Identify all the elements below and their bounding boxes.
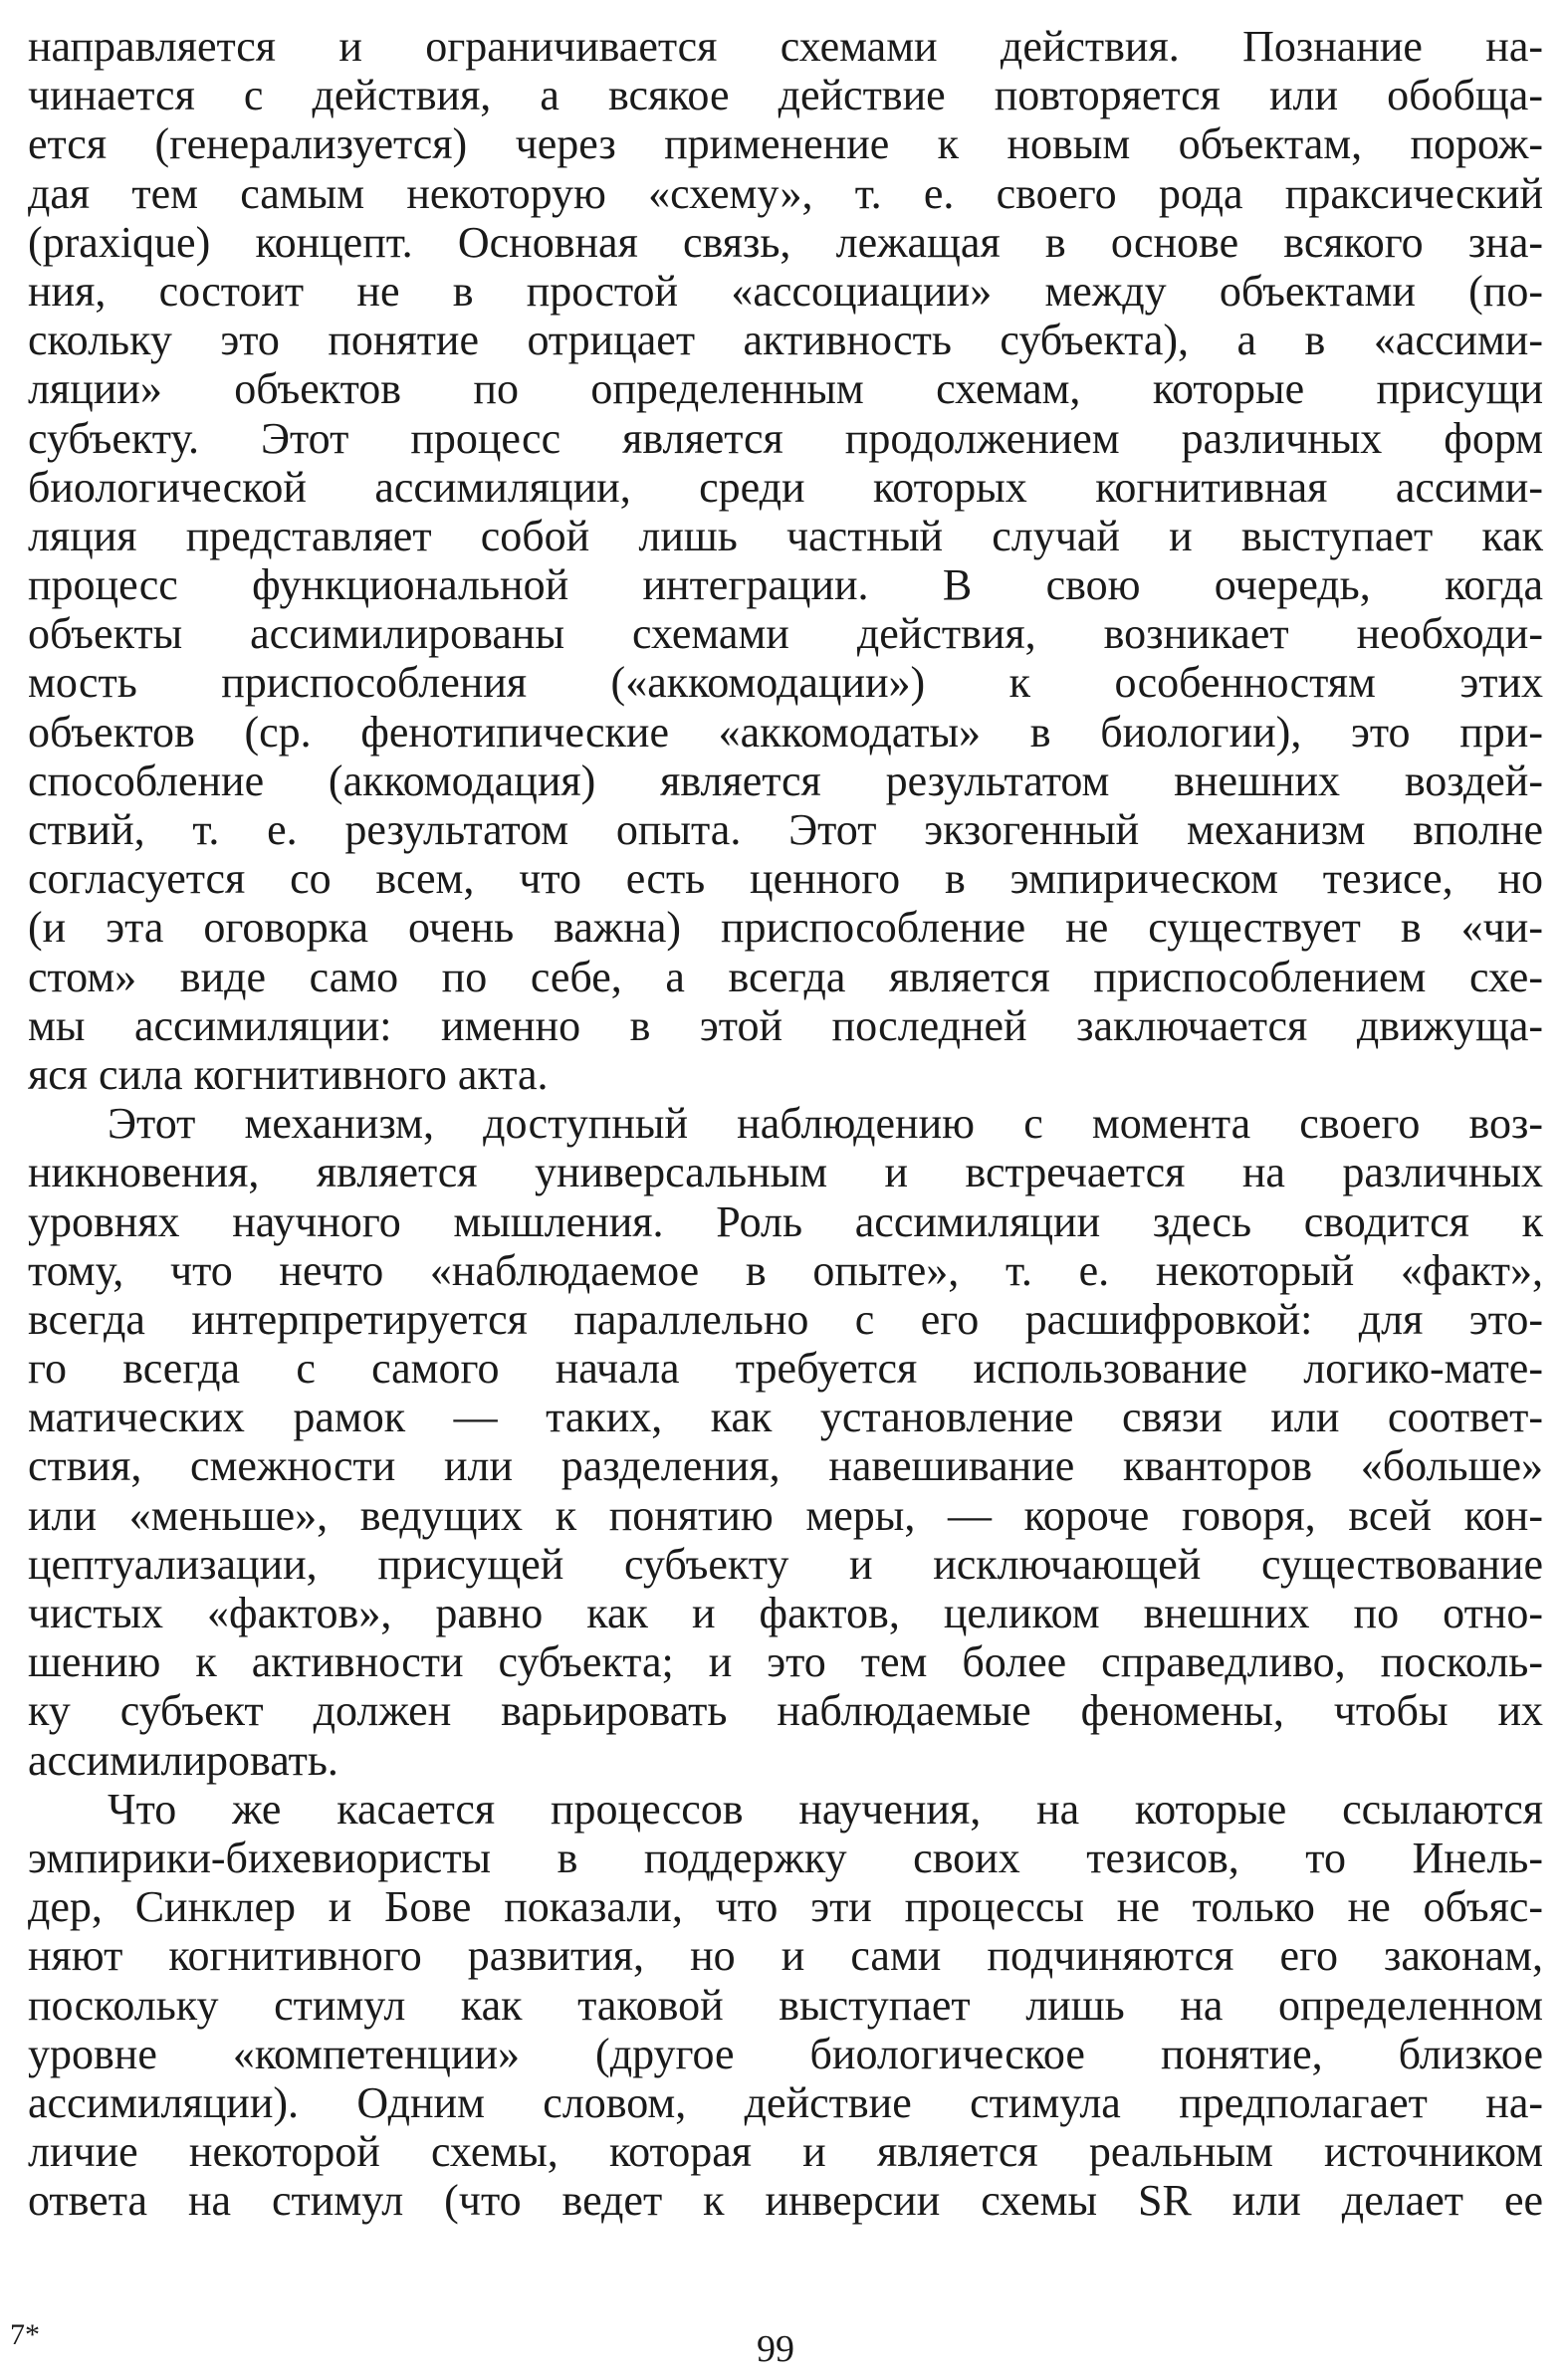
text-line: уровне «компетенции» (другое биологическое понятие, близкое [28, 2029, 1543, 2078]
text-line: или «меньше», ведущих к понятию меры, — короче говоря, всей кон- [28, 1490, 1543, 1540]
text-line: направляется и ограничивается схемами действия. Познание на- [28, 22, 1543, 71]
text-line: ассимилировать. [28, 1735, 338, 1785]
paragraph [28, 1785, 1543, 2226]
text-line: ответа на стимул (что ведет к инверсии схемы SR или делает ее [28, 2176, 1543, 2226]
paragraph [28, 1099, 1543, 1785]
text-line: тому, что нечто «наблюдаемое в опыте», т. е. некоторый «факт», [28, 1245, 1543, 1295]
text-line: объектов (ср. фенотипические «аккомодаты» в биологии), это при- [28, 707, 1543, 757]
text-line: объекты ассимилированы схемами действия, возникает необходи- [28, 609, 1543, 659]
text-line: поскольку стимул как таковой выступает лишь на определенном [28, 1980, 1543, 2030]
paragraph [28, 22, 1543, 1099]
text-line: всегда интерпретируется параллельно с его расшифровкой: для это- [28, 1294, 1543, 1344]
text-line: чинается с действия, а всякое действие повторяется или обобща- [28, 71, 1543, 120]
page-footer [0, 2318, 1565, 2371]
text-line: матических рамок — таких, как установление связи или соответ- [28, 1393, 1543, 1442]
text-line: процесс функциональной интеграции. В свою очередь, когда [28, 560, 1543, 610]
text-line: согласуется со всем, что есть ценного в эмпирическом тезисе, но [28, 854, 1543, 904]
text-line: (praxique) концепт. Основная связь, лежащая в основе всякого зна- [28, 217, 1543, 267]
text-line: няют когнитивного развития, но и сами подчиняются его законам, [28, 1931, 1543, 1981]
text-line: (и эта оговорка очень важна) приспособление не существует в «чи- [28, 903, 1543, 953]
text-line: ляции» объектов по определенным схемам, которые присущи [28, 364, 1543, 414]
text-line: скольку это понятие отрицает активность субъекта), а в «ассими- [28, 316, 1543, 365]
page-body [28, 22, 1543, 2225]
text-line: ствия, смежности или разделения, навешивание кванторов «больше» [28, 1441, 1543, 1491]
text-line: дая тем самым некоторую «схему», т. е. своего рода праксический [28, 168, 1543, 218]
text-line: эмпирики-бихевиористы в поддержку своих тезисов, то Инель- [28, 1833, 1543, 1882]
text-line: дер, Синклер и Бове показали, что эти процессы не только не объяс- [28, 1882, 1543, 1932]
text-line: Этот механизм, доступный наблюдению с момента своего воз- [108, 1099, 1543, 1149]
text-line: Что же касается процессов научения, на которые ссылаются [108, 1784, 1543, 1834]
text-line: ляция представляет собой лишь частный случай и выступает как [28, 511, 1543, 560]
text-line: ку субъект должен варьировать наблюдаемые феномены, чтобы их [28, 1686, 1543, 1736]
text-line: способление (аккомодация) является результатом внешних воздей- [28, 756, 1543, 805]
page-number: 99 [757, 2328, 794, 2370]
text-line: биологической ассимиляции, среди которых когнитивная ассими- [28, 462, 1543, 512]
text-line: никновения, является универсальным и встречается на различных [28, 1148, 1543, 1197]
text-line: стом» виде само по себе, а всегда является приспособлением схе- [28, 952, 1543, 1001]
text-line: ется (генерализуется) через применение к новым объектам, порож- [28, 119, 1543, 169]
text-line: субъекту. Этот процесс является продолжением различных форм [28, 413, 1543, 463]
text-line: го всегда с самого начала требуется использование логико-мате- [28, 1344, 1543, 1394]
printer-signature: 7* [10, 2318, 40, 2351]
text-line: мы ассимиляции: именно в этой последней заключается движуща- [28, 1000, 1543, 1050]
text-line: личие некоторой схемы, которая и является реальным источником [28, 2127, 1543, 2177]
text-line: мость приспособления («аккомодации») к особенностям этих [28, 658, 1543, 708]
text-line: чистых «фактов», равно как и фактов, целиком внешних по отно- [28, 1589, 1543, 1637]
text-line: цептуализации, присущей субъекту и исключающей существование [28, 1539, 1543, 1589]
text-line: ассимиляции). Одним словом, действие стимула предполагает на- [28, 2077, 1543, 2127]
text-line: ствий, т. е. результатом опыта. Этот экзогенный механизм вполне [28, 805, 1543, 854]
text-line: уровнях научного мышления. Роль ассимиляции здесь сводится к [28, 1196, 1543, 1246]
text-line: шению к активности субъекта; и это тем более справедливо, посколь- [28, 1637, 1543, 1687]
text-line: яся сила когнитивного акта. [28, 1049, 549, 1099]
text-line: ния, состоит не в простой «ассоциации» между объектами (по- [28, 266, 1543, 316]
